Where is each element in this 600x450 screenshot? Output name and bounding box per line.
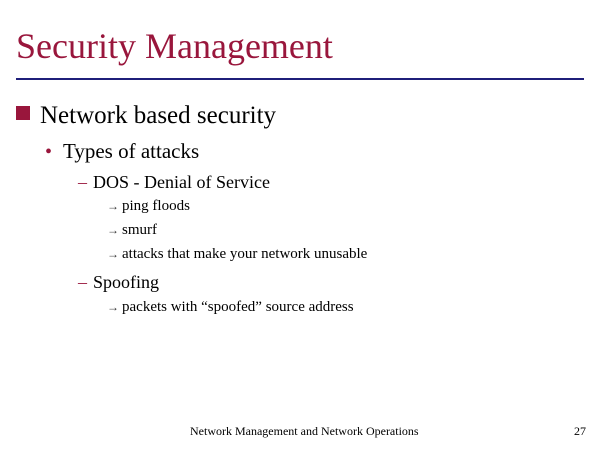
bullet-level1-text: Network based security <box>40 102 277 129</box>
list-item-text: attacks that make your network unusable <box>122 246 368 262</box>
list-item <box>107 245 367 264</box>
bullet-spoofing-text: Spoofing <box>93 272 160 292</box>
list-item <box>107 197 190 216</box>
title-divider <box>16 78 584 80</box>
list-item-text: ping floods <box>122 198 190 214</box>
arrow-bullet-icon: → <box>107 223 119 237</box>
arrow-bullet-icon: → <box>107 247 119 261</box>
bullet-spoofing <box>78 271 159 293</box>
bullet-level2 <box>45 138 199 165</box>
arrow-bullet-icon: → <box>107 300 119 314</box>
dash-bullet-icon: – <box>78 172 87 192</box>
list-item <box>107 221 157 240</box>
list-item-text: smurf <box>122 222 157 238</box>
dot-bullet-icon: • <box>45 141 53 163</box>
list-item-text: packets with “spoofed” source address <box>122 299 354 315</box>
bullet-dos-text: DOS - Denial of Service <box>93 172 270 192</box>
slide-title: Security Management <box>16 26 333 66</box>
page-number: 27 <box>574 424 586 438</box>
dash-bullet-icon: – <box>78 272 87 292</box>
square-bullet-icon <box>16 106 30 120</box>
bullet-dos <box>78 171 270 193</box>
arrow-bullet-icon: → <box>107 199 119 213</box>
list-item <box>107 298 354 317</box>
bullet-level2-text: Types of attacks <box>63 139 200 163</box>
bullet-level1 <box>16 101 276 131</box>
footer-title: Network Management and Network Operations <box>190 424 419 438</box>
